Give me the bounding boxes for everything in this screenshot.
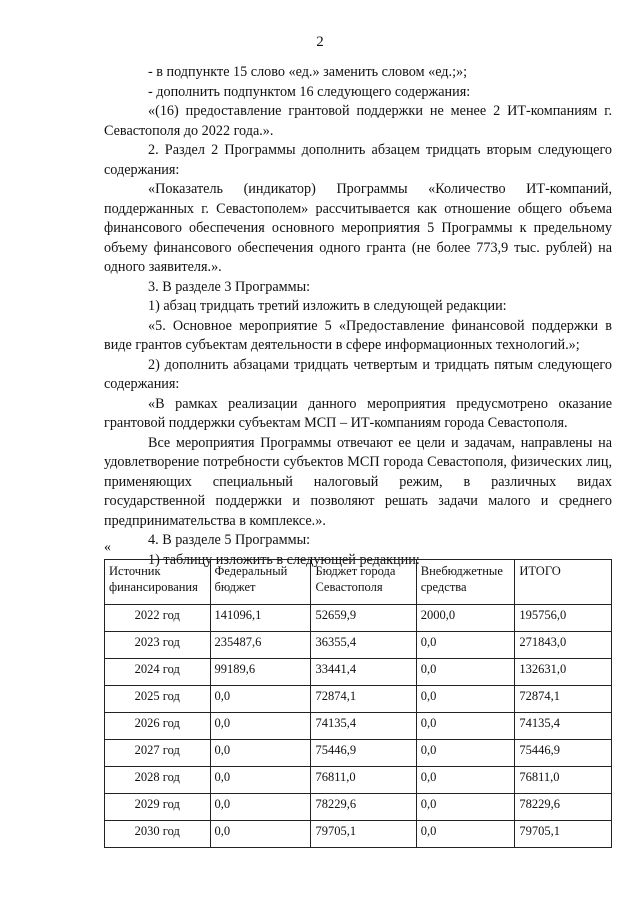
header-federal: Федеральный бюджет	[210, 560, 311, 605]
header-source: Источник финансирования	[105, 560, 211, 605]
table-cell-year: 2030 год	[105, 821, 211, 848]
table-cell-value: 0,0	[416, 794, 515, 821]
table-cell-value: 75446,9	[311, 740, 416, 767]
table-cell-value: 78229,6	[515, 794, 612, 821]
table-cell-value: 235487,6	[210, 632, 311, 659]
table-cell-value: 0,0	[416, 632, 515, 659]
paragraph: - в подпункте 15 слово «ед.» заменить словом «ед.;»;	[148, 64, 468, 80]
paragraph: 3. В разделе 3 Программы:	[148, 278, 311, 295]
table-cell-value: 132631,0	[515, 659, 612, 686]
paragraph: «(16) предоставление грантовой поддержки не менее 2 ИТ-компаниям г. Севастополя до 2022 года.».	[104, 103, 612, 139]
table-row	[105, 713, 612, 740]
paragraph: 1) абзац тридцать третий изложить в следующей редакции:	[148, 298, 507, 314]
table-row	[105, 821, 612, 848]
table-cell-value: 79705,1	[311, 821, 416, 848]
table-cell-year: 2025 год	[105, 686, 211, 713]
table-cell-value: 78229,6	[311, 794, 416, 821]
table-cell-value: 141096,1	[210, 605, 311, 632]
paragraph: 2. Раздел 2 Программы дополнить абзацем тридцать вторым следующего содержания:	[104, 142, 612, 178]
header-city-budget: Бюджет города Севастополя	[311, 560, 416, 605]
table-cell-year: 2029 год	[105, 794, 211, 821]
table-row	[105, 605, 612, 632]
table-cell-value: 76811,0	[311, 767, 416, 794]
table-cell-value: 33441,4	[311, 659, 416, 686]
paragraph: Все мероприятия Программы отвечают ее цели и задачам, направлены на удовлетворение потребности субъектов МСП города Севастополя, физических лиц, применяющих специальный налоговый режим, в различных видах государственной поддержки и позволяют решать задачи малого и среднего предпринимательства в комплексе.».	[104, 434, 612, 529]
paragraph: 2) дополнить абзацами тридцать четвертым и тридцать пятым следующего содержания:	[104, 356, 612, 392]
table-cell-value: 72874,1	[515, 686, 612, 713]
paragraph: 1) таблицу изложить в следующей редакции:	[148, 551, 420, 568]
table-cell-value: 0,0	[416, 821, 515, 848]
header-extrabudgetary: Внебюджетные средства	[416, 560, 515, 605]
table-cell-value: 36355,4	[311, 632, 416, 659]
table-cell-value: 0,0	[210, 686, 311, 713]
table-cell-value: 0,0	[416, 659, 515, 686]
table-row	[105, 632, 612, 659]
page-number: 2	[316, 34, 324, 50]
table-cell-year: 2024 год	[105, 659, 211, 686]
table-row	[105, 740, 612, 767]
paragraph: «В рамках реализации данного мероприятия предусмотрено оказание грантовой поддержки субъектам МСП – ИТ-компаниям города Севастополя.	[104, 395, 612, 431]
table-cell-value: 0,0	[210, 794, 311, 821]
table-cell-value: 74135,4	[515, 713, 612, 740]
table-row	[105, 659, 612, 686]
table-cell-value: 0,0	[416, 740, 515, 767]
paragraph: - дополнить подпунктом 16 следующего содержания:	[148, 83, 471, 100]
table-cell-value: 72874,1	[311, 686, 416, 713]
opening-quote-mark: «	[104, 540, 111, 555]
table-cell-value: 99189,6	[210, 659, 311, 686]
table-cell-value: 0,0	[416, 686, 515, 713]
document-body	[104, 63, 612, 570]
table-header-row	[105, 560, 612, 605]
table-cell-value: 0,0	[416, 713, 515, 740]
table-cell-year: 2026 год	[105, 713, 211, 740]
paragraph: 4. В разделе 5 Программы:	[148, 532, 311, 548]
table-row	[105, 767, 612, 794]
table-cell-value: 0,0	[210, 740, 311, 767]
table-cell-value: 52659,9	[311, 605, 416, 632]
table-cell-value: 0,0	[210, 821, 311, 848]
table-row	[105, 686, 612, 713]
header-total: ИТОГО	[515, 560, 612, 605]
table-cell-year: 2022 год	[105, 605, 211, 632]
table-cell-year: 2023 год	[105, 632, 211, 659]
table-row	[105, 794, 612, 821]
funding-table	[104, 559, 612, 848]
table-cell-value: 2000,0	[416, 605, 515, 632]
table-cell-value: 76811,0	[515, 767, 612, 794]
table-cell-value: 75446,9	[515, 740, 612, 767]
table-cell-value: 74135,4	[311, 713, 416, 740]
table-cell-value: 271843,0	[515, 632, 612, 659]
table-cell-value: 0,0	[210, 713, 311, 740]
table-cell-year: 2028 год	[105, 767, 211, 794]
table-cell-value: 79705,1	[515, 821, 612, 848]
table-cell-value: 195756,0	[515, 605, 612, 632]
paragraph: «Показатель (индикатор) Программы «Количество ИТ-компаний, поддержанных г. Севастополем» рассчитывается как отношение общего объема финансового обеспечения основного мероприятия 5 Программы к предельному объему финансового обеспечения одного гранта (не более 773,9 тыс. рублей) на одного заявителя.».	[104, 181, 612, 275]
table-cell-value: 0,0	[416, 767, 515, 794]
paragraph: «5. Основное мероприятие 5 «Предоставление финансовой поддержки в виде грантов субъектам деятельности в сфере информационных технологий.»;	[104, 317, 612, 353]
table-cell-value: 0,0	[210, 767, 311, 794]
table-cell-year: 2027 год	[105, 740, 211, 767]
